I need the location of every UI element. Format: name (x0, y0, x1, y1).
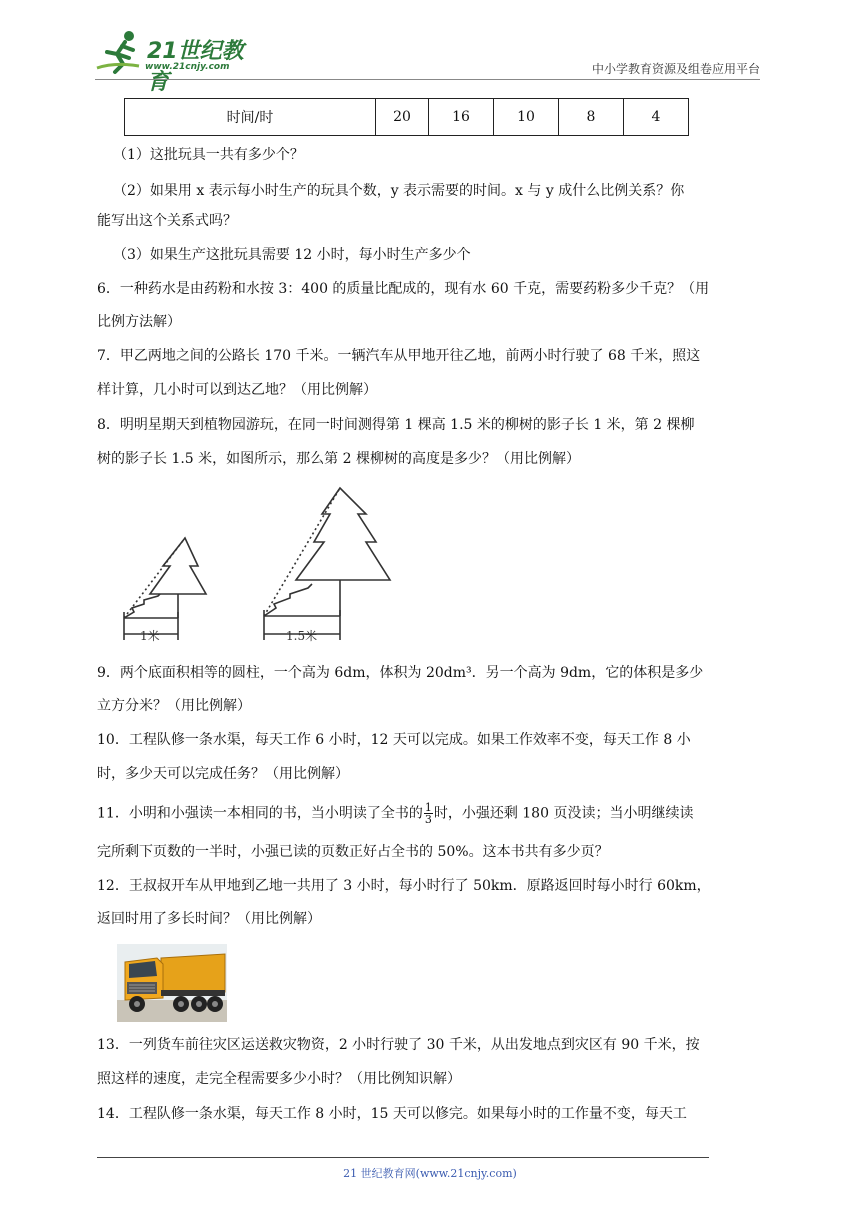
page-header (95, 28, 760, 95)
table-row (125, 99, 689, 136)
question-5-3: （3）如果生产这批玩具需要 12 小时，每小时生产多少个 (113, 247, 471, 263)
question-7-cont: 样计算，几小时可以到达乙地？（用比例解） (97, 382, 377, 398)
dump-truck-image (117, 944, 227, 1022)
table-cell: 8 (559, 99, 624, 136)
shadow-label-1: 1米 (140, 629, 160, 643)
table-label-cell: 时间/时 (125, 99, 376, 136)
fraction-numerator: 1 (424, 801, 432, 814)
tree-1 (124, 538, 206, 640)
table-cell: 16 (429, 99, 494, 136)
shadow-label-2: 1.5米 (286, 629, 318, 643)
footer-divider (97, 1157, 709, 1158)
logo-text: 21世纪教育 (147, 39, 244, 95)
question-14: 14．工程队修一条水渠，每天工作 8 小时，15 天可以修完。如果每小时的工作量不变，每天工 (97, 1106, 687, 1122)
tree-shadow-figure (118, 478, 403, 648)
site-logo (95, 28, 265, 95)
header-divider (95, 79, 760, 80)
table-cell: 20 (376, 99, 429, 136)
question-6-cont: 比例方法解） (97, 314, 181, 330)
tree-2 (264, 488, 390, 640)
question-9: 9．两个底面积相等的圆柱，一个高为 6dm，体积为 20dm³．另一个高为 9dm，它的体积是多少 (97, 665, 704, 681)
question-9-cont: 立方分米？（用比例解） (97, 698, 251, 714)
question-11-part-b: 时，小强还剩 180 页没读；当小明继续读 (433, 805, 694, 822)
table-cell: 10 (494, 99, 559, 136)
question-11-part-a: 11．小明和小强读一本相同的书，当小明读了全书的 (97, 805, 423, 822)
question-7: 7．甲乙两地之间的公路长 170 千米。一辆汽车从甲地开往乙地，前两小时行驶了 68 千米，照这 (97, 348, 701, 364)
fraction-denominator: 3 (424, 813, 432, 826)
question-12: 12．王叔叔开车从甲地到乙地一共用了 3 小时，每小时行了 50km．原路返回时每小时行 60km， (97, 878, 711, 894)
fraction-one-third (424, 802, 433, 825)
question-5-2-cont: 能写出这个关系式吗？ (97, 213, 237, 229)
question-8: 8．明明星期天到植物园游玩，在同一时间测得第 1 棵高 1.5 米的柳树的影子长 1 米，第 2 棵柳 (97, 417, 695, 433)
runner-icon (95, 28, 147, 76)
header-platform-text: 中小学教育资源及组卷应用平台 (591, 62, 760, 76)
question-10: 10．工程队修一条水渠，每天工作 6 小时，12 天可以完成。如果工作效率不变，每天工作 8 小 (97, 732, 691, 748)
question-8-cont: 树的影子长 1.5 米，如图所示，那么第 2 棵柳树的高度是多少？（用比例解） (97, 451, 580, 467)
question-11 (97, 802, 693, 825)
question-5-1: （1）这批玩具一共有多少个？ (113, 147, 304, 163)
question-12-cont: 返回时用了多长时间？（用比例解） (97, 911, 321, 927)
question-13-cont: 照这样的速度，走完全程需要多少小时？（用比例知识解） (97, 1071, 461, 1087)
table-cell: 4 (624, 99, 689, 136)
question-6: 6．一种药水是由药粉和水按 3：400 的质量比配成的，现有水 60 千克，需要药粉多少千克？（用 (97, 281, 710, 297)
time-table (124, 98, 689, 136)
question-11-cont: 完所剩下页数的一半时，小强已读的页数正好占全书的 50%。这本书共有多少页？ (97, 844, 609, 860)
question-5-2: （2）如果用 x 表示每小时生产的玩具个数，y 表示需要的时间。x 与 y 成什么比例关系？你 (113, 183, 685, 199)
question-10-cont: 时，多少天可以完成任务？（用比例解） (97, 766, 349, 782)
footer-text: 21 世纪教育网(www.21cnjy.com) (343, 1167, 517, 1180)
logo-url: www.21cnjy.com (145, 62, 230, 72)
question-13: 13．一列货车前往灾区运送救灾物资，2 小时行驶了 30 千米，从出发地点到灾区有 90 千米，按 (97, 1037, 700, 1053)
